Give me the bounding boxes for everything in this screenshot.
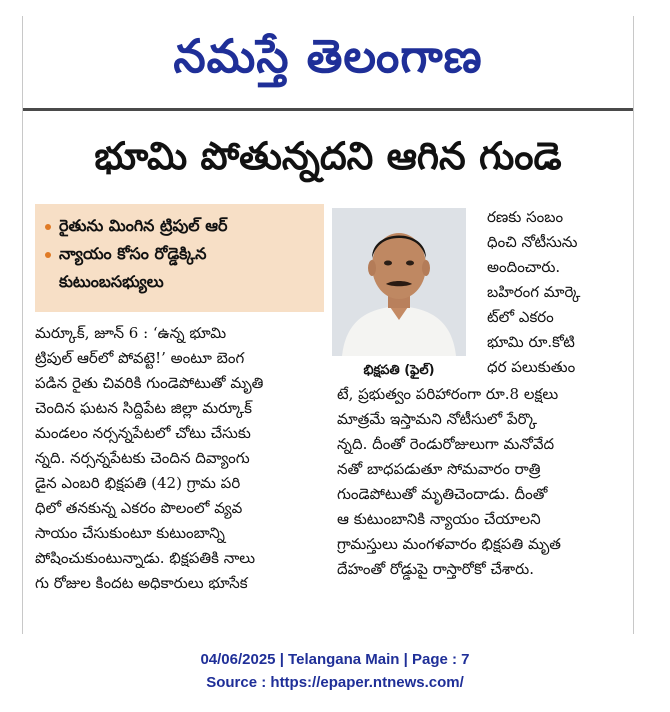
article-line: న్నది. నర్సన్నపేటకు చెందిన దివ్యాంగు [35,449,250,467]
article-line: డైన ఎంబరి భిక్షపతి (42) గ్రామ పరి [35,474,241,492]
highlight-item [45,212,227,239]
farmer-photo [332,208,466,356]
article-line: దేహంతో రోడ్డుపై రాస్తారోకో చేశారు. [337,560,534,578]
article-line: గు రోజుల కిందట అధికారులు భూసేక [35,574,248,592]
article-line: సాయం చేసుకుంటూ కుటుంబాన్ని [35,524,225,542]
masthead-title: నమస్తే తెలంగాణ [173,29,483,83]
article-line: ట్‌లో ఎకరం [487,308,554,326]
article-line: రణకు సంబం [487,208,564,226]
footer-source: Source : https://epaper.ntnews.com/ [206,674,464,691]
highlight-text: రైతును మింగిన ట్రిపుల్ ఆర్ [59,216,228,235]
highlight-text: న్యాయం కోసం రోడ్డెక్కిన [59,244,207,263]
article-line: నతో బాధపడుతూ సోమవారం రాత్రి [337,460,541,478]
bullet-icon [45,224,51,230]
article-line: పోషించుకుంటున్నాడు. భిక్షపతికి నాలు [35,549,256,567]
article-line: బహిరంగ మార్కె [487,283,581,301]
article-line: ఆ కుటుంబానికి న్యాయం చేయాలని [337,510,541,528]
article-line: అందించారు. [487,258,561,276]
article-line: ధించి నోటీసును [487,233,578,251]
highlights-box [35,204,324,312]
article-line: మాత్రమే ఇస్తామని నోటీసులో పేర్కొ [337,410,537,428]
article-line: మర్కూక్, జూన్ 6 : ‘ఉన్న భూమి [35,324,227,342]
newspaper-clipping [22,16,634,634]
article-line: గుండెపోటుతో మృతిచెందాడు. దీంతో [337,485,548,503]
article-line: మండలం నర్సన్నపేటలో చోటు చేసుకు [35,424,251,442]
article-line: చెందిన ఘటన సిద్దిపేట జిల్లా మర్కూక్ [35,399,252,417]
portrait-illustration [332,208,466,356]
article-line: ట్రిపుల్ ఆర్‌లో పోవట్టె!’ అంటూ బెంగ [35,349,245,367]
footer-date-edition: 04/06/2025 | Telangana Main | Page : 7 [200,651,470,668]
bullet-icon [45,252,51,258]
article-line: పడిన రైతు చివరికి గుండెపోటుతో మృతి [35,374,264,392]
article-line: ధర పలుకుతుం [487,358,576,376]
highlight-text-continued: కుటుంబసభ్యులు [59,272,164,291]
article-line: టే, ప్రభుత్వం పరిహారంగా రూ.8 లక్షలు [337,385,559,403]
photo-caption: భిక్షపతి (ఫైల్) [363,363,435,378]
article-line: న్నది. దీంతో రెండురోజులుగా మనోవేద [337,435,555,453]
article-headline: భూమి పోతున్నదని ఆగిన గుండె [94,134,562,178]
highlight-item [45,240,206,267]
article-line: గ్రామస్తులు మంగళవారం భిక్షపతి మృత [337,535,561,553]
article-line: భూమి రూ.కోటి [487,333,575,351]
article-line: ధిలో తనకున్న ఎకరం పొలంలో వ్యవ [35,499,243,517]
header-divider [23,108,633,111]
